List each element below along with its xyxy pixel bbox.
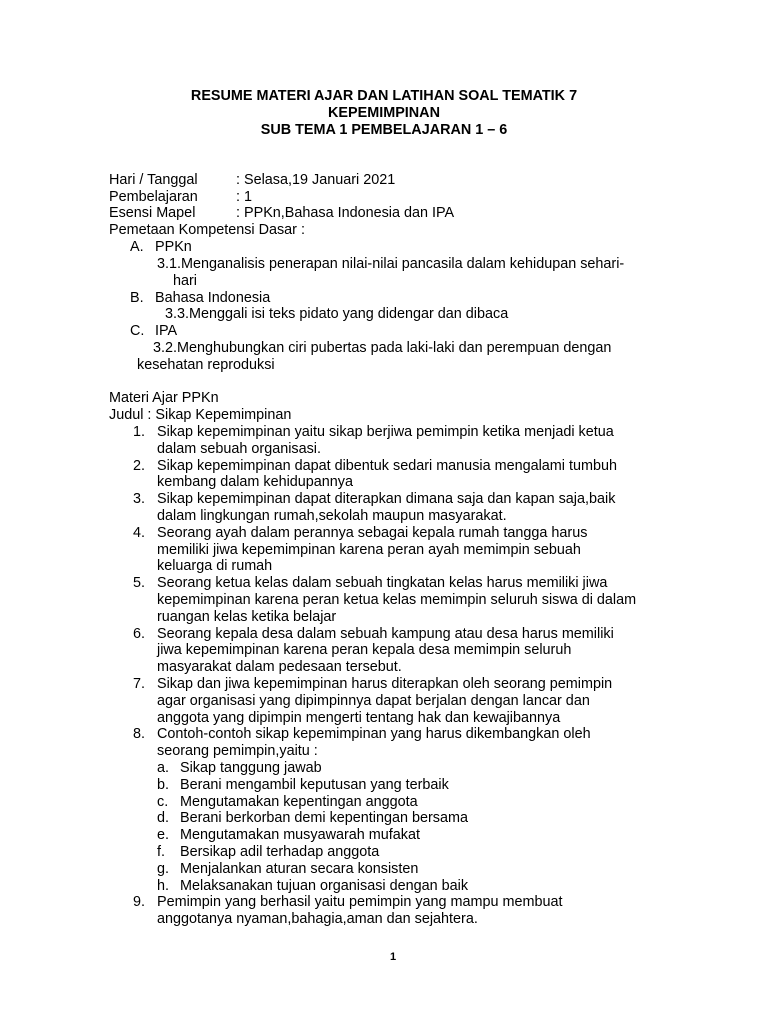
item-2-line-2: kembang dalam kehidupannya [157,474,354,490]
kd-b-letter: B. [130,290,144,306]
subitem-h-text: Melaksanakan tujuan organisasi dengan baik [180,878,469,894]
item-4-line-1: Seorang ayah dalam perannya sebagai kepala rumah tangga harus [157,525,588,541]
item-6-line-2: jiwa kepemimpinan karena peran kepala desa memimpin seluruh [157,642,572,658]
subitem-h-letter: h. [157,878,170,894]
kd-c-line-2: kesehatan reproduksi [137,357,275,373]
subitem-a-letter: a. [157,760,170,776]
subitem-b-letter: b. [157,777,170,793]
item-8-line-2: seorang pemimpin,yaitu : [157,743,318,759]
item-9-line-1: Pemimpin yang berhasil yaitu pemimpin yang mampu membuat [157,894,563,910]
item-5-line-2: kepemimpinan karena peran ketua kelas memimpin seluruh siswa di dalam [157,592,637,608]
info-value-date: : Selasa,19 Januari 2021 [236,172,396,188]
subitem-f-text: Bersikap adil terhadap anggota [180,844,380,860]
item-3-number: 3. [133,491,146,507]
item-7-line-2: agar organisasi yang dipimpinnya dapat berjalan dengan lancar dan [157,693,590,709]
item-2-line-1: Sikap kepemimpinan dapat dibentuk sedari manusia mengalami tumbuh [157,458,617,474]
kd-a-subject: PPKn [155,239,192,255]
kd-b-line-1: 3.3.Menggali isi teks pidato yang didengar dan dibaca [165,306,509,322]
item-8-line-1: Contoh-contoh sikap kepemimpinan yang harus dikembangkan oleh [157,726,591,742]
item-5-line-1: Seorang ketua kelas dalam sebuah tingkatan kelas harus memiliki jiwa [157,575,608,591]
item-6-line-3: masyarakat dalam pedesaan tersebut. [157,659,402,675]
doc-title-line-3: SUB TEMA 1 PEMBELAJARAN 1 – 6 [260,122,508,138]
kd-heading: Pemetaan Kompetensi Dasar : [109,222,305,238]
item-5-number: 5. [133,575,146,591]
item-6-number: 6. [133,626,146,642]
info-label-lesson: Pembelajaran [109,189,198,205]
item-4-number: 4. [133,525,146,541]
subitem-d-letter: d. [157,810,170,826]
subitem-a-text: Sikap tanggung jawab [180,760,322,776]
item-9-line-2: anggotanya nyaman,bahagia,aman dan sejahtera. [157,911,478,927]
kd-c-line-1: 3.2.Menghubungkan ciri pubertas pada laki-laki dan perempuan dengan [153,340,612,356]
kd-b-subject: Bahasa Indonesia [155,290,271,306]
subitem-d-text: Berani berkorban demi kepentingan bersama [180,810,468,826]
kd-a-line-2: hari [173,273,197,289]
subitem-e-text: Mengutamakan musyawarah mufakat [180,827,420,843]
item-2-number: 2. [133,458,146,474]
kd-a-letter: A. [130,239,144,255]
materi-title: Judul : Sikap Kepemimpinan [109,407,292,423]
subitem-c-letter: c. [157,794,169,810]
info-label-subjects: Esensi Mapel [109,205,196,221]
doc-title-line-1: RESUME MATERI AJAR DAN LATIHAN SOAL TEMATIK 7 [190,88,578,104]
item-1-number: 1. [133,424,146,440]
item-9-number: 9. [133,894,146,910]
item-7-line-1: Sikap dan jiwa kepemimpinan harus diterapkan oleh seorang pemimpin [157,676,613,692]
item-5-line-3: ruangan kelas ketika belajar [157,609,337,625]
subitem-f-letter: f. [157,844,165,860]
item-4-line-3: keluarga di rumah [157,558,273,574]
subitem-e-letter: e. [157,827,170,843]
item-7-number: 7. [133,676,146,692]
info-value-lesson: : 1 [236,189,252,205]
item-1-line-2: dalam sebuah organisasi. [157,441,321,457]
doc-title-line-2: KEPEMIMPINAN [328,105,440,121]
subitem-g-text: Menjalankan aturan secara konsisten [180,861,419,877]
info-label-date: Hari / Tanggal [109,172,198,188]
item-6-line-1: Seorang kepala desa dalam sebuah kampung atau desa harus memiliki [157,626,614,642]
item-1-line-1: Sikap kepemimpinan yaitu sikap berjiwa pemimpin ketika menjadi ketua [157,424,614,440]
info-value-subjects: : PPKn,Bahasa Indonesia dan IPA [236,205,455,221]
kd-c-subject: IPA [155,323,178,339]
subitem-b-text: Berani mengambil keputusan yang terbaik [180,777,449,793]
page-number: 1 [389,951,397,963]
item-8-number: 8. [133,726,146,742]
subitem-g-letter: g. [157,861,170,877]
item-3-line-1: Sikap kepemimpinan dapat diterapkan dimana saja dan kapan saja,baik [157,491,616,507]
kd-a-line-1: 3.1.Menganalisis penerapan nilai-nilai pancasila dalam kehidupan sehari- [157,256,625,272]
item-4-line-2: memiliki jiwa kepemimpinan karena peran ayah memimpin sebuah [157,542,581,558]
subitem-c-text: Mengutamakan kepentingan anggota [180,794,418,810]
item-7-line-3: anggota yang dipimpin mengerti tentang hak dan kewajibannya [157,710,561,726]
item-3-line-2: dalam lingkungan rumah,sekolah maupun masyarakat. [157,508,507,524]
materi-heading: Materi Ajar PPKn [109,390,219,406]
kd-c-letter: C. [130,323,145,339]
